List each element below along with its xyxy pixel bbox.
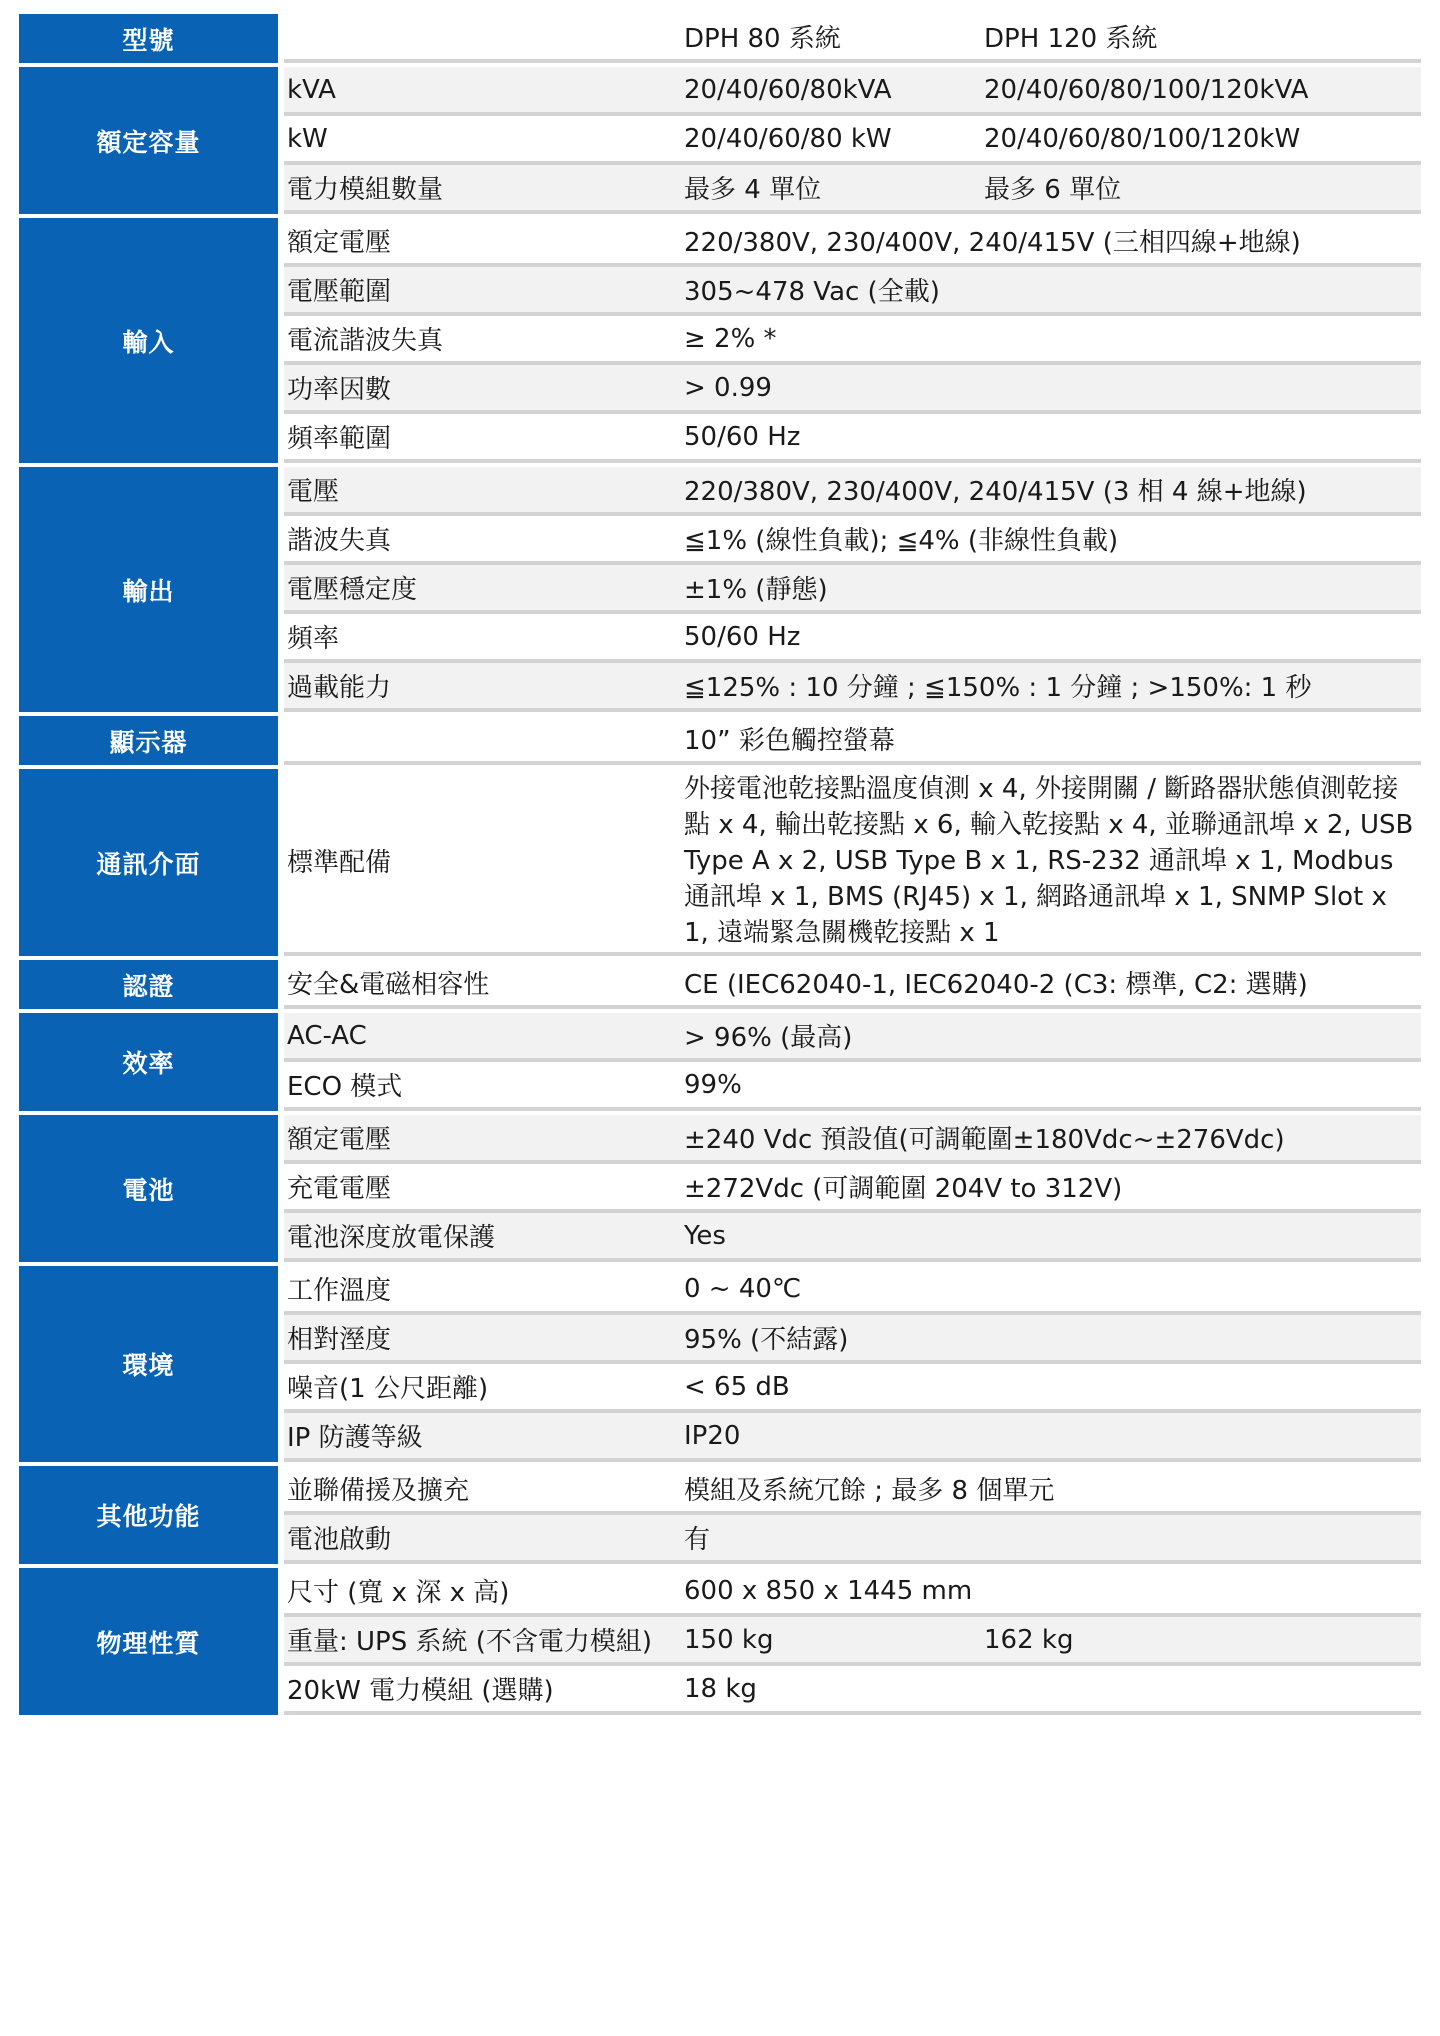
category-label: 物理性質 xyxy=(19,1568,278,1715)
table-row: 電池啟動 有 xyxy=(284,1515,1421,1564)
group-capacity xyxy=(19,67,1421,214)
table-row: 充電電壓 ±272Vdc (可調範圍 204V to 312V) xyxy=(284,1164,1421,1213)
comm-ports-description: 外接電池乾接點溫度偵測 x 4, 外接開關 / 斷路器狀態偵測乾接點 x 4, 輸出乾接點 x 6, 輸入乾接點 x 4, 並聯通訊埠 x 2, USB Type A x 2, USB Type B x 1, RS-232 通訊埠 x 1, Modbus 通訊埠 x 1, BMS (RJ45) x 1, 網路通訊埠 x 1, SNMP Slot x 1, 遠端緊急關機乾接點 x 1 xyxy=(684,773,1414,948)
group-input xyxy=(19,218,1421,463)
category-label: 輸出 xyxy=(19,467,278,712)
table-row: 電流諧波失真 ≥ 2% * xyxy=(284,316,1421,365)
table-row: 尺寸 (寬 x 深 x 高) 600 x 850 x 1445 mm xyxy=(284,1568,1421,1617)
table-row: IP 防護等級 IP20 xyxy=(284,1413,1421,1462)
category-label: 認證 xyxy=(19,960,278,1009)
group-communication xyxy=(19,769,1421,956)
category-label: 型號 xyxy=(19,14,278,63)
table-row: ECO 模式 99% xyxy=(284,1062,1421,1111)
table-row: 額定電壓 ±240 Vdc 預設值(可調範圍±180Vdc~±276Vdc) xyxy=(284,1115,1421,1164)
table-row: 20kW 電力模組 (選購) 18 kg xyxy=(284,1666,1421,1715)
table-row: 重量: UPS 系統 (不含電力模組) 150 kg 162 kg xyxy=(284,1617,1421,1666)
table-row: 過載能力 ≦125% : 10 分鐘 ; ≦150% : 1 分鐘 ; >150%: 1 秒 xyxy=(284,663,1421,712)
group-physical xyxy=(19,1568,1421,1715)
series-80-header: DPH 80 系統 xyxy=(684,24,841,54)
table-row: 工作溫度 0 ~ 40℃ xyxy=(284,1266,1421,1315)
category-label: 電池 xyxy=(19,1115,278,1262)
series-120-header: DPH 120 系統 xyxy=(984,24,1158,54)
group-model xyxy=(19,14,1421,63)
table-row: 電力模組數量 最多 4 單位 最多 6 單位 xyxy=(284,165,1421,214)
group-battery xyxy=(19,1115,1421,1262)
table-row: AC-AC > 96% (最高) xyxy=(284,1013,1421,1062)
table-row: 10” 彩色觸控螢幕 xyxy=(284,716,1421,765)
table-row: 電壓範圍 305~478 Vac (全載) xyxy=(284,267,1421,316)
table-row: 電池深度放電保護 Yes xyxy=(284,1213,1421,1262)
table-row: 頻率範圍 50/60 Hz xyxy=(284,414,1421,463)
group-display xyxy=(19,716,1421,765)
table-row: 頻率 50/60 Hz xyxy=(284,614,1421,663)
category-label: 通訊介面 xyxy=(19,769,278,956)
category-label: 輸入 xyxy=(19,218,278,463)
category-label: 效率 xyxy=(19,1013,278,1111)
group-certification xyxy=(19,960,1421,1009)
table-row: kW 20/40/60/80 kW 20/40/60/80/100/120kW xyxy=(284,116,1421,165)
table-row: kVA 20/40/60/80kVA 20/40/60/80/100/120kVA xyxy=(284,67,1421,116)
table-row: 噪音(1 公尺距離) < 65 dB xyxy=(284,1364,1421,1413)
table-row: 額定電壓 220/380V, 230/400V, 240/415V (三相四線+地線) xyxy=(284,218,1421,267)
group-other-functions xyxy=(19,1466,1421,1564)
category-label: 其他功能 xyxy=(19,1466,278,1564)
table-row: 並聯備援及擴充 模組及系統冗餘 ; 最多 8 個單元 xyxy=(284,1466,1421,1515)
table-row: 相對溼度 95% (不結露) xyxy=(284,1315,1421,1364)
group-output xyxy=(19,467,1421,712)
table-row: 電壓 220/380V, 230/400V, 240/415V (3 相 4 線+地線) xyxy=(284,467,1421,516)
category-label: 環境 xyxy=(19,1266,278,1462)
group-environment xyxy=(19,1266,1421,1462)
header-row xyxy=(284,14,1421,63)
table-row: 電壓穩定度 ±1% (靜態) xyxy=(284,565,1421,614)
table-row: 諧波失真 ≦1% (線性負載); ≦4% (非線性負載) xyxy=(284,516,1421,565)
table-row: 功率因數 > 0.99 xyxy=(284,365,1421,414)
category-label: 顯示器 xyxy=(19,716,278,765)
spec-table xyxy=(19,14,1421,1715)
category-label: 額定容量 xyxy=(19,67,278,214)
table-row: 安全&電磁相容性 CE (IEC62040-1, IEC62040-2 (C3: 標準, C2: 選購) xyxy=(284,960,1421,1009)
table-row: 標準配備 外接電池乾接點溫度偵測 x 4, 外接開關 / 斷路器狀態偵測乾接點 x 4, 輸出乾接點 x 6, 輸入乾接點 x 4, 並聯通訊埠 x 2, USB Type A x 2, USB Type B x 1, RS-232 通訊埠 x 1, Modbus 通訊埠 x 1, BMS (RJ45) x 1, 網路通訊埠 x 1, SNMP Slot x 1, 遠端緊急關機乾接點 x 1 xyxy=(284,769,1421,956)
group-efficiency xyxy=(19,1013,1421,1111)
